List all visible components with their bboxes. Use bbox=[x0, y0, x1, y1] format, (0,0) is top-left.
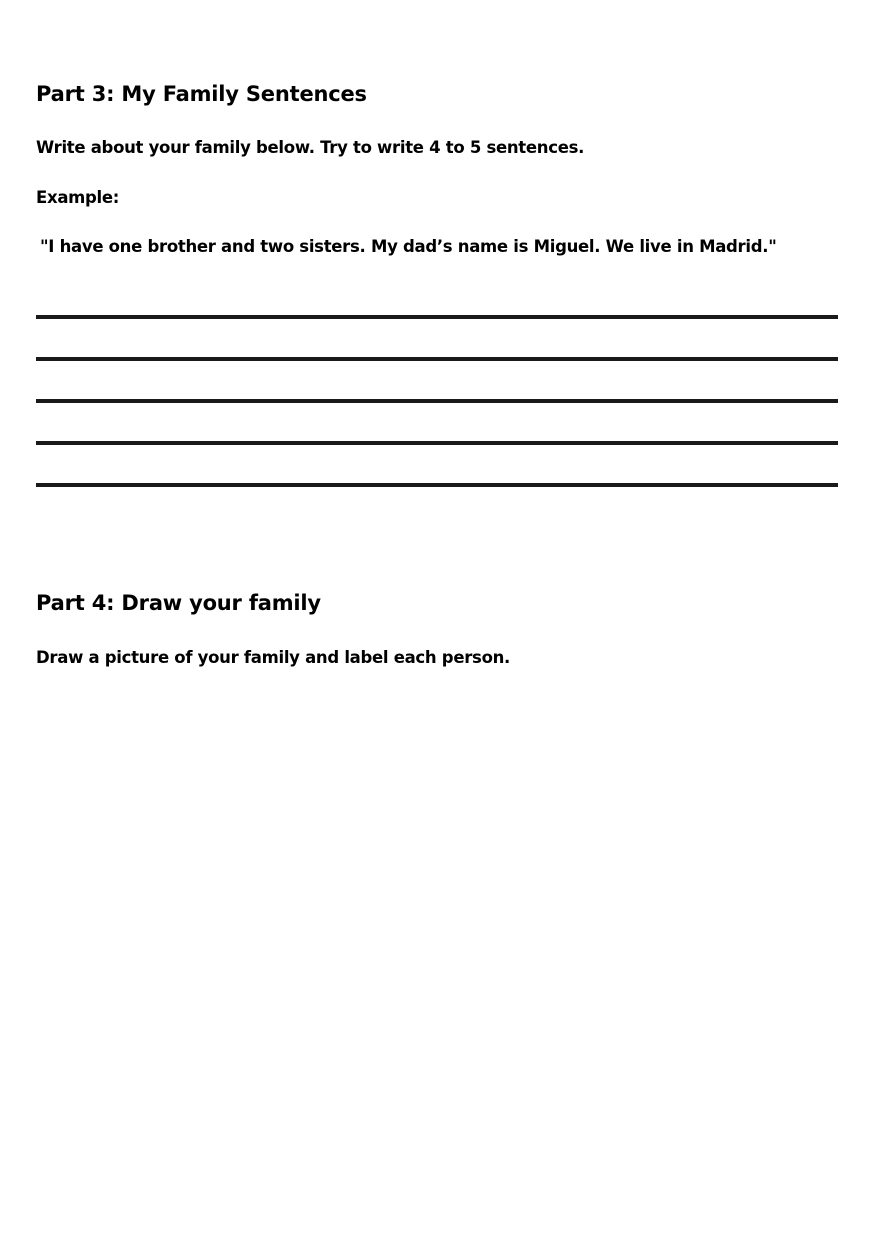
part4-title: Part 4: Draw your family bbox=[36, 591, 321, 615]
part3-instructions: Write about your family below. Try to write 4 to 5 sentences. bbox=[36, 138, 585, 157]
writing-line[interactable] bbox=[36, 357, 838, 361]
writing-line[interactable] bbox=[36, 441, 838, 445]
writing-line[interactable] bbox=[36, 315, 838, 319]
writing-line[interactable] bbox=[36, 483, 838, 487]
writing-lines[interactable] bbox=[36, 315, 838, 490]
example-label: Example: bbox=[36, 188, 120, 207]
drawing-area[interactable] bbox=[36, 690, 838, 1210]
example-sentence: "I have one brother and two sisters. My dad’s name is Miguel. We live in Madrid." bbox=[40, 237, 777, 256]
part4-instructions: Draw a picture of your family and label each person. bbox=[36, 648, 511, 667]
part3-title: Part 3: My Family Sentences bbox=[36, 82, 367, 106]
writing-line[interactable] bbox=[36, 399, 838, 403]
